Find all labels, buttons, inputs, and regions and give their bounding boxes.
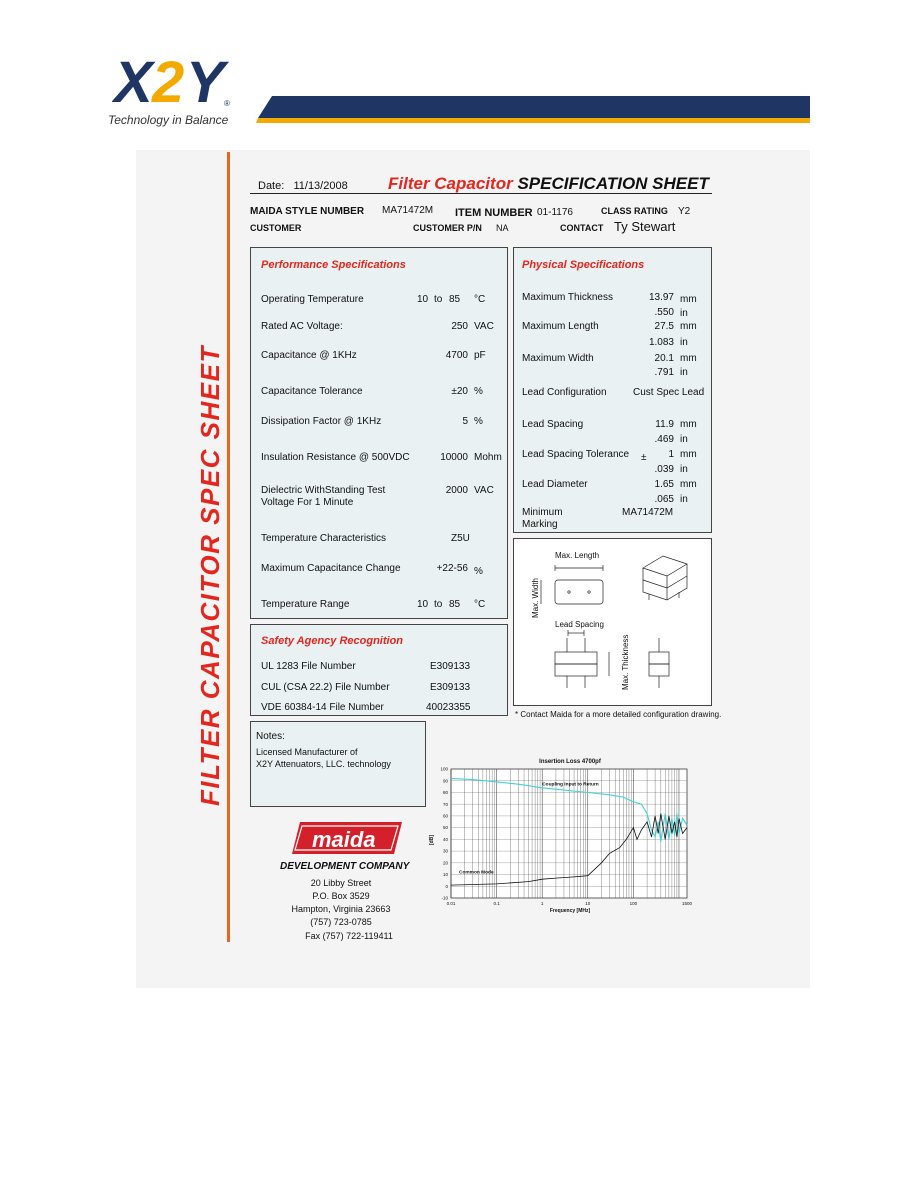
phys-unit-in: in (680, 464, 688, 475)
contact-value: Ty Stewart (614, 219, 676, 234)
phys-unit-mm: mm (680, 419, 697, 430)
phys-label: Lead Spacing (522, 419, 584, 430)
max-width-label: Max. Width (531, 577, 540, 618)
perf-unit: % (474, 566, 483, 577)
y-tick-label: 90 (442, 778, 448, 784)
safety-heading: Safety Agency Recognition (261, 635, 404, 647)
company-name: DEVELOPMENT COMPANY (280, 861, 410, 872)
x2y-logo-2: 2 (152, 52, 182, 112)
perf-name: Insulation Resistance @ 500VDC (261, 452, 410, 463)
phys-unit-mm: mm (680, 321, 697, 332)
phys-unit-in: in (680, 434, 688, 445)
item-number-label: ITEM NUMBER (455, 207, 533, 219)
perf-unit: VAC (474, 485, 494, 496)
date: Date: 11/13/2008 (258, 180, 348, 192)
phys-in: .550 (654, 307, 674, 318)
sheet-title: Filter Capacitor SPECIFICATION SHEET (388, 174, 709, 193)
perf-name: Temperature Characteristics (261, 533, 387, 544)
chart-ylabel: [dB] (429, 835, 435, 845)
x-tick-label: 0.01 (446, 901, 456, 906)
perf-value: 4700 (445, 350, 468, 361)
safety-name: UL 1283 File Number (261, 661, 356, 672)
registered-mark: ® (224, 99, 230, 108)
perf-unit: % (474, 416, 483, 427)
safety-value: E309133 (430, 661, 471, 672)
phys-unit-in: in (680, 367, 688, 378)
y-tick-label: 50 (442, 825, 448, 831)
perf-name: Dissipation Factor @ 1KHz (261, 416, 382, 427)
phys-unit-in: in (680, 337, 688, 348)
perf-unit: °C (474, 599, 486, 610)
perf-value: 250 (451, 321, 468, 332)
perf-unit: % (474, 386, 483, 397)
perf-unit: Mohm (474, 452, 502, 463)
perf-unit: pF (474, 350, 486, 361)
phys-unit-in: in (680, 308, 688, 319)
perf-hi: 85 (449, 294, 461, 305)
y-tick-label: 100 (440, 766, 448, 772)
perf-hi: 85 (449, 599, 461, 610)
phys-in: .469 (654, 434, 674, 445)
notes-heading: Notes: (256, 731, 285, 742)
phys-in: 1.083 (648, 337, 674, 348)
x-tick-label: 1 (540, 901, 544, 906)
style-number-label: MAIDA STYLE NUMBER (250, 206, 365, 217)
perf-value: 10000 (440, 452, 468, 463)
perf-name: Temperature Range (261, 599, 350, 610)
phys-in: .791 (654, 367, 674, 378)
side-title: FILTER CAPACITOR SPEC SHEET (195, 345, 225, 806)
customer-pn-label: CUSTOMER P/N (413, 223, 482, 233)
maida-logo (290, 816, 410, 860)
y-tick-label: 20 (442, 860, 448, 866)
address-line: P.O. Box 3529 (312, 891, 370, 901)
tagline: Technology in Balance (108, 113, 229, 127)
phys-in: .065 (654, 494, 674, 505)
tolerance-pm: ± (641, 452, 647, 463)
perf-unit: VAC (474, 321, 494, 332)
phys-mm: 1.65 (654, 479, 674, 490)
phys-mm: 20.1 (654, 353, 674, 364)
y-tick-label: 40 (442, 836, 448, 842)
fax: Fax (757) 722-119411 (305, 931, 393, 941)
notes-line: X2Y Attenuators, LLC. technology (256, 759, 391, 769)
physical-heading: Physical Specifications (522, 259, 645, 271)
perf-name: Maximum Capacitance Change (261, 563, 401, 574)
phys-unit-mm: mm (680, 479, 697, 490)
phys-unit-mm: mm (680, 353, 697, 364)
phys-unit-mm: mm (680, 449, 697, 460)
address-line: Hampton, Virginia 23663 (291, 904, 391, 914)
y-tick-label: -10 (441, 895, 448, 901)
item-number-value: 01-1176 (537, 207, 573, 218)
dimension-drawing (513, 538, 712, 706)
legend-coupling: Coupling Input to Return (542, 782, 599, 788)
chart-title: Insertion Loss 4700pf (539, 759, 601, 765)
y-tick-label: 30 (442, 848, 448, 854)
phys-label: Lead Spacing Tolerance (522, 449, 630, 460)
safety-name: CUL (CSA 22.2) File Number (261, 682, 390, 693)
x2y-logo (112, 52, 234, 112)
marking-value: MA71472M (622, 507, 674, 518)
perf-value: 5 (462, 416, 468, 427)
phys-label: Maximum Width (522, 353, 594, 364)
performance-heading: Performance Specifications (261, 259, 406, 271)
safety-value: 40023355 (426, 702, 471, 713)
perf-value: +22-56 (436, 563, 468, 574)
phone: (757) 723-0785 (310, 917, 372, 927)
y-tick-label: 80 (442, 790, 448, 796)
notes-line: Licensed Manufacturer of (256, 747, 358, 757)
marking-label: Minimum (522, 507, 563, 518)
perf-name: Capacitance Tolerance (261, 386, 363, 397)
perf-name: Dielectric WithStanding Test (261, 485, 386, 496)
legend-common-mode: Common Mode (459, 870, 494, 876)
diagram-note: * Contact Maida for a more detailed configuration drawing. (515, 710, 722, 719)
perf-value: Z5U (451, 533, 470, 544)
perf-name: Operating Temperature (261, 294, 364, 305)
y-tick-label: 70 (442, 801, 448, 807)
perf-name: Rated AC Voltage: (261, 321, 343, 332)
phys-in: .039 (654, 464, 674, 475)
perf-value: 2000 (445, 485, 468, 496)
class-rating-value: Y2 (678, 206, 691, 217)
x-tick-label: 1500 (681, 901, 693, 906)
customer-pn-value: NA (496, 223, 509, 233)
phys-mm: 13.97 (648, 292, 674, 303)
phys-mm: 1 (668, 449, 674, 460)
phys-mm: 27.5 (654, 321, 674, 332)
class-rating-label: CLASS RATING (601, 206, 668, 216)
perf-name-line2: Voltage For 1 Minute (261, 497, 354, 508)
contact-label: CONTACT (560, 223, 604, 233)
x2y-logo-y: Y (186, 52, 225, 112)
safety-name: VDE 60384-14 File Number (261, 702, 384, 713)
max-length-label: Max. Length (555, 551, 600, 560)
orange-divider (227, 152, 230, 942)
perf-to: to (434, 294, 443, 305)
x-tick-label: 100 (629, 901, 638, 906)
perf-value: ±20 (451, 386, 468, 397)
title-rule (250, 193, 712, 194)
x2y-logo-x: X (114, 52, 150, 112)
phys-mm: 11.9 (655, 419, 674, 430)
phys-label: Maximum Length (522, 321, 599, 332)
customer-label: CUSTOMER (250, 223, 302, 233)
perf-to: to (434, 599, 443, 610)
max-thickness-label: Max. Thickness (621, 634, 630, 690)
perf-name: Capacitance @ 1KHz (261, 350, 357, 361)
insertion-loss-chart (425, 752, 715, 920)
header-banner (232, 96, 810, 126)
perf-lo: 10 (417, 294, 429, 305)
y-tick-label: 60 (442, 813, 448, 819)
y-tick-label: 0 (445, 883, 448, 889)
phys-unit-in: in (680, 494, 688, 505)
lead-config-value: Cust Spec Lead (633, 387, 705, 398)
style-number-value: MA71472M (382, 205, 434, 216)
perf-unit: °C (474, 294, 486, 305)
safety-value: E309133 (430, 682, 471, 693)
perf-lo: 10 (417, 599, 429, 610)
maida-logo-text: maida (312, 827, 376, 852)
phys-label: Maximum Thickness (522, 292, 613, 303)
phys-label: Lead Configuration (522, 387, 607, 398)
chart-xlabel: Frequency [MHz] (549, 908, 591, 914)
lead-spacing-label: Lead Spacing (555, 620, 604, 629)
address-line: 20 Libby Street (310, 878, 372, 888)
marking-label-line2: Marking (522, 519, 558, 530)
x-tick-label: 10 (585, 901, 591, 906)
y-tick-label: 10 (442, 872, 448, 878)
phys-unit-mm: mm (680, 294, 697, 305)
phys-label: Lead Diameter (522, 479, 588, 490)
x-tick-label: 0.1 (493, 901, 500, 906)
